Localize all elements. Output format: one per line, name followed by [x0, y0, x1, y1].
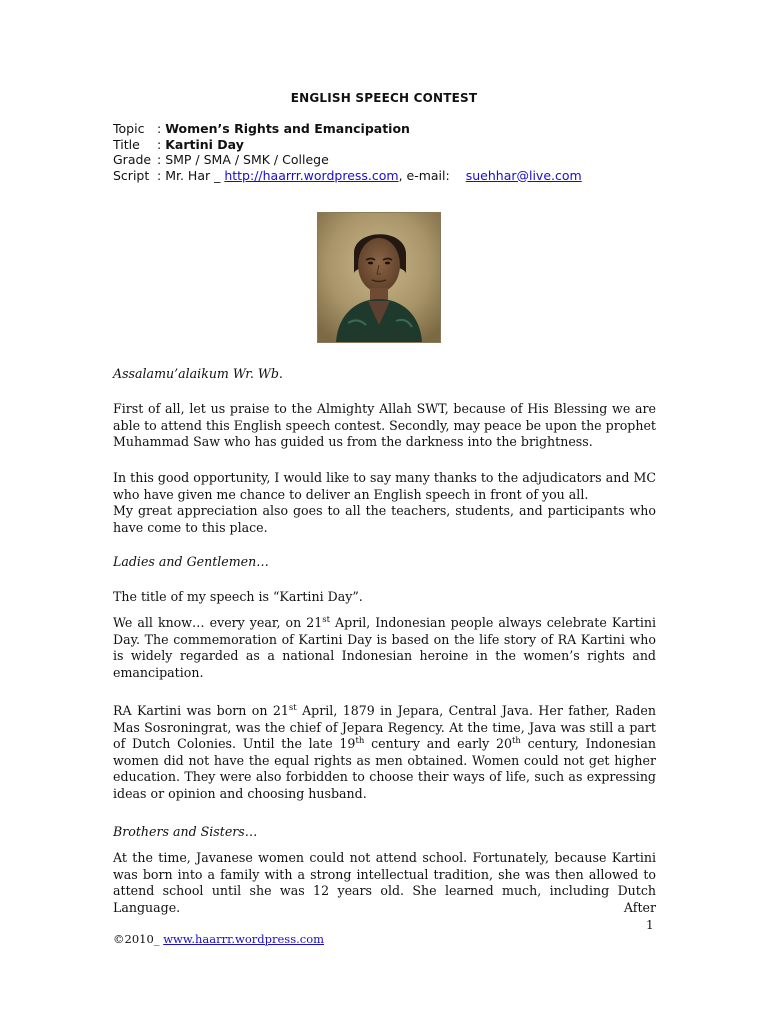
meta-script — [113, 168, 582, 184]
meta-script-key: Script — [113, 167, 150, 183]
meta-title — [113, 137, 582, 153]
blog-link[interactable]: http://haarrr.wordpress.com — [224, 167, 399, 183]
meta-grade-value: SMP / SMA / SMK / College — [165, 152, 329, 167]
meta-sep: : — [157, 152, 162, 167]
speech-metadata — [113, 121, 582, 183]
footer-link[interactable]: www.haarrr.wordpress.com — [163, 932, 325, 946]
meta-sep: : — [157, 167, 162, 183]
paragraph-kartini-education: At the time, Javanese women could not attend school. Fortunately, because Kartini was born into a family with a strong intellectual tradition, she was then allowed to attend school until she was 12 years old. She learned much, including Dutch Language. After — [113, 850, 656, 915]
paragraph-speech-title: The title of my speech is “Kartini Day”. — [113, 589, 363, 604]
meta-sep: : — [157, 136, 162, 152]
paragraph-praise — [113, 401, 656, 451]
address-ladies-gentlemen: Ladies and Gentlemen… — [113, 554, 269, 569]
meta-sep: : — [157, 121, 162, 136]
footer — [113, 932, 324, 946]
paragraph-kartini-biography: RA Kartini was born on 21st April, 1879 in Jepara, Central Java. Her father, Raden Mas Sosroningrat, was the chief of Jepara Regency. At the time, Java was still a part of Dutch Colonies. Until the late 19th century and early 20th century, Indonesian women did not have the equal rights as men obtained. Women could not get higher education. They were also forbidden to choose their ways of life, such as expressing ideas or opinion and choosing husband. — [113, 703, 656, 801]
contest-heading: ENGLISH SPEECH CONTEST — [290, 91, 478, 105]
paragraph-kartini-day: We all know… every year, on 21st April, Indonesian people always celebrate Kartini Day. The commemoration of Kartini Day is based on the life story of RA Kartini who is widely regarded as a national Indonesian heroine in the women’s rights and emancipation. — [113, 615, 656, 680]
meta-topic-key: Topic — [113, 121, 145, 136]
kartini-portrait-icon — [317, 212, 441, 343]
paragraph-thanks — [113, 470, 656, 536]
greeting: Assalamu’alaikum Wr. Wb. — [113, 366, 283, 381]
meta-script-author: Mr. Har _ — [165, 167, 225, 183]
meta-title-value: Kartini Day — [165, 136, 244, 152]
footer-copyright: ©2010_ — [113, 932, 164, 946]
paragraph-praise-text: First of all, let us praise to the Almighty Allah SWT, because of His Blessing we are able to attend this English speech contest. Secondly, may peace be upon the prophet Muhammad Saw who has guided us from the darkness into the brightness. — [113, 401, 656, 450]
meta-script-email-label: , e-mail: — [398, 167, 450, 183]
meta-topic-value: Women’s Rights and Emancipation — [165, 121, 410, 136]
address-brothers-sisters: Brothers and Sisters… — [113, 824, 258, 839]
page-number: 1 — [646, 918, 654, 932]
meta-title-key: Title — [113, 136, 140, 152]
meta-grade — [113, 152, 582, 168]
paragraph-thanks-text: In this good opportunity, I would like to say many thanks to the adjudicators and MC who have given me chance to deliver an English speech in front of you all. — [113, 470, 656, 502]
email-link[interactable]: suehhar@live.com — [465, 167, 582, 183]
paragraph-appreciation-text: My great appreciation also goes to all the teachers, students, and participants who have come to this place. — [113, 503, 656, 535]
portrait-image — [318, 213, 440, 342]
meta-grade-key: Grade — [113, 152, 152, 167]
meta-topic — [113, 121, 582, 137]
